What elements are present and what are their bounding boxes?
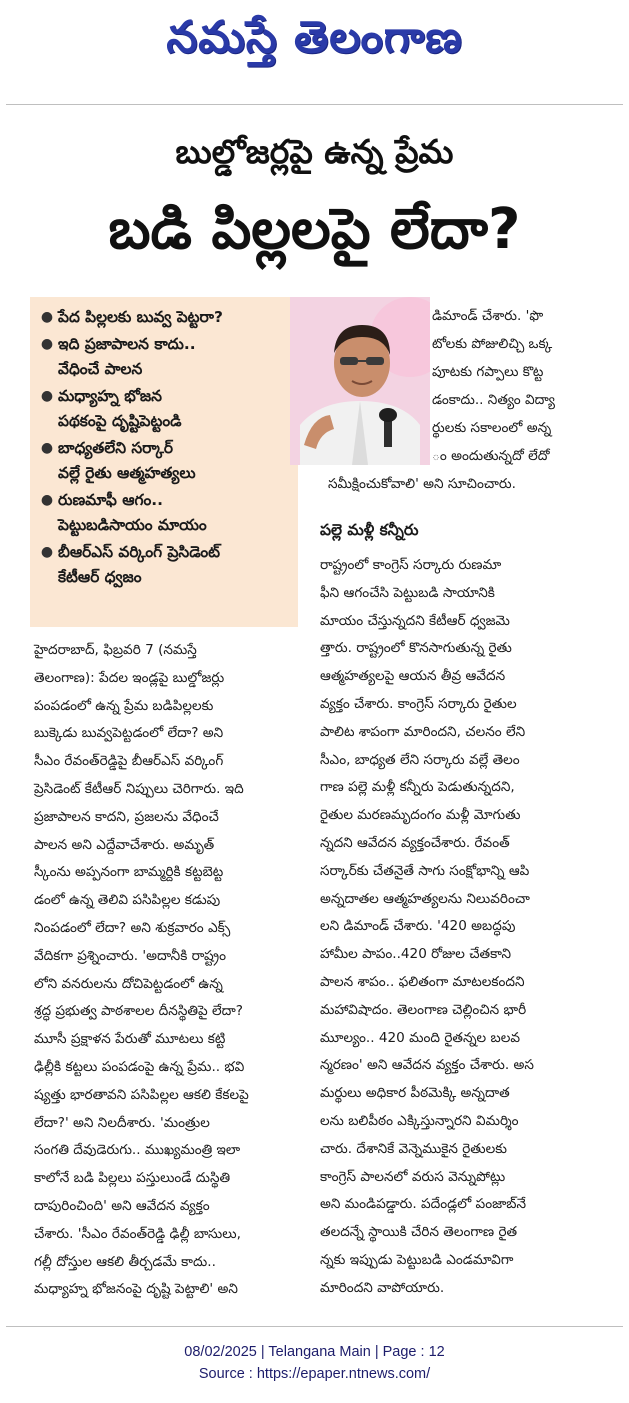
- bullet-icon: ●: [40, 335, 54, 352]
- footer-divider: [6, 1326, 623, 1327]
- bullet-icon: ●: [40, 309, 54, 325]
- person-portrait-icon: [290, 297, 430, 465]
- highlight-item: ● బాధ్యతలేని సర్కార్ వల్లే రైతు ఆత్మహత్యలు: [36, 436, 292, 487]
- bullet-icon: ●: [40, 439, 54, 456]
- headline-kicker: బుల్డోజర్లపై ఉన్న ప్రేమ: [175, 132, 454, 171]
- masthead-logo: నమస్తే తెలంగాణ: [166, 12, 463, 63]
- footer-source: Source : https://epaper.ntnews.com/: [198, 1366, 431, 1382]
- ktr-photo: [290, 297, 430, 465]
- footer-edition-info: 08/02/2025 | Telangana Main | Page : 12: [184, 1344, 445, 1360]
- article-right-top: డిమాండ్ చేశారు. 'ఫొ టోలకు పోజులిచ్చి ఒక్క పూటకు గప్పాలు కొట్ట డంకాదు.. నిత్యం విద్యా ర్థులకు సకాలంలో అన్న ం అందుతున్నదో లేదో: [432, 308, 556, 464]
- masthead: [0, 8, 629, 68]
- article-left-column: హైదరాబాద్, ఫిబ్రవరి 7 (నమస్తే తెలంగాణ): పేదల ఇండ్లపై బుల్డోజర్లు పంపడంలో ఉన్న ప్రేమ బడిపిల్లలకు బుక్కెడు బువ్వపెట్టడంలో లేదా? అని సీఎం రేవంత్‌రెడ్డిపై బీఆర్ఎస్ వర్కింగ్ ప్రెసిడెంట్ కేటీఆర్ నిప్పులు చెరిగారు. ఇది ప్రజాపాలన కాదని, ప్రజలను వేధించే పాలన అని ఎద్దేవాచేశారు. అమృత్ స్కీంను అప్పనంగా బామ్మర్దికి కట్టబెట్ట డంలో ఉన్న తెలివి పసిపిల్లల కడుపు నింపడంలో లేదా? అని శుక్రవారం ఎక్స్ వేదికగా ప్రశ్నించారు. 'అదానీకి రాష్ట్రం లోని వనరులను దోచిపెట్టడంలో ఉన్న శ్రద్ధ ప్రభుత్వ పాఠశాలల దీనస్థితిపై లేదా? మూసీ ప్రక్షాళన పేరుతో మూటలు కట్టి ఢిల్లీకి కట్టలు పంపడంపై ఉన్న ప్రేమ.. భవి ష్యత్తు భారతావని పసిపిల్లల ఆకలి కేకలపై లేదా?' అని నిలదీశారు. 'మంత్రుల సంగతి దేవుడెరుగు.. ముఖ్యమంత్రి ఇలా కాలోనే బడి పిల్లలు పస్తులుండే దుస్థితి దాపురించింది' అని ఆవేదన వ్యక్తం చేశారు. 'సీఎం రేవంత్‌రెడ్డి ఢిల్లీ బాసులు, గల్లీ దోస్తుల ఆకలి తీర్చడమే కాదు.. మధ్యాహ్న భోజనంపై దృష్టి పెట్టాలి' అని: [34, 642, 249, 1298]
- bullet-icon: ●: [40, 543, 54, 560]
- section-subhead: పల్లె మళ్లీ కన్నీరు: [320, 521, 419, 539]
- highlight-item: ● ఇది ప్రజాపాలన కాదు.. వేధించే పాలన: [36, 332, 292, 383]
- article-right-column: రాష్ట్రంలో కాంగ్రెస్ సర్కారు రుణమా ఫీని ఆగంచేసి పెట్టుబడి సాయానికి మాయం చేస్తున్నదని కేటీఆర్ ధ్వజమె త్తారు. రాష్ట్రంలో కొనసాగుతున్న రైతు ఆత్మహత్యలపై ఆయన తీవ్ర ఆవేదన వ్యక్తం చేశారు. కాంగ్రెస్ సర్కారు రైతుల పాలిట శాపంగా మారిందని, చలనం లేని సీఎం, బాధ్యత లేని సర్కారు వల్లే తెలం గాణ పల్లె మళ్లీ కన్నీరు పెడుతున్నదని, రైతుల మరణమృదంగం మళ్లీ మోగుతు న్నదని ఆవేదన వ్యక్తంచేశారు. రేవంత్ సర్కార్‌కు చేతనైతే సాగు సంక్షోభాన్ని ఆపి అన్నదాతల ఆత్మహత్యలను నిలువరించా లని డిమాండ్ చేశారు. '420 అబద్ధపు హామీల పాపం..420 రోజుల చేతకాని పాలన శాపం.. ఫలితంగా మాటలకందని మహావిషాదం. తెలంగాణ చెల్లించిన భారీ మూల్యం.. 420 మంది రైతన్నల బలవ న్మరణం' అని ఆవేదన వ్యక్తం చేశారు. అస మర్థులు అధికార పీఠమెక్కి అన్నదాత లను బలిపీఠం ఎక్కిస్తున్నారని విమర్శిం చారు. దేశానికే వెన్నెముకైన రైతులకు కాంగ్రెస్ పాలనలో వరుస వెన్నుపోట్లు అని మండిపడ్డారు. పదేండ్లలో పంజాబ్‌నే తలదన్నే స్థాయికి చేరిన తెలంగాణ రైత న్నకు ఇప్పుడు పెట్టుబడి ఎండమావిగా మారిందని వాపోయారు.: [320, 557, 534, 1296]
- headline-main: బడి పిల్లలపై లేదా?: [108, 197, 521, 262]
- highlight-item: ● రుణమాఫీ ఆగం.. పెట్టుబడిసాయం మాయం: [36, 488, 292, 539]
- header-divider: [6, 104, 623, 105]
- highlight-item: ● పేద పిల్లలకు బువ్వ పెట్టరా?: [36, 305, 292, 331]
- highlight-item: ● మధ్యాహ్న భోజన పథకంపై దృష్టిపెట్టండి: [36, 384, 292, 435]
- bullet-icon: ●: [40, 491, 54, 508]
- bullet-icon: ●: [40, 387, 54, 404]
- highlights-box: [30, 297, 298, 627]
- highlight-item: ● బీఆర్ఎస్ వర్కింగ్ ప్రెసిడెంట్ కేటీఆర్ ధ్వజం: [36, 540, 292, 591]
- article-right-wide: సమీక్షించుకోవాలి' అని సూచించారు.: [328, 476, 516, 492]
